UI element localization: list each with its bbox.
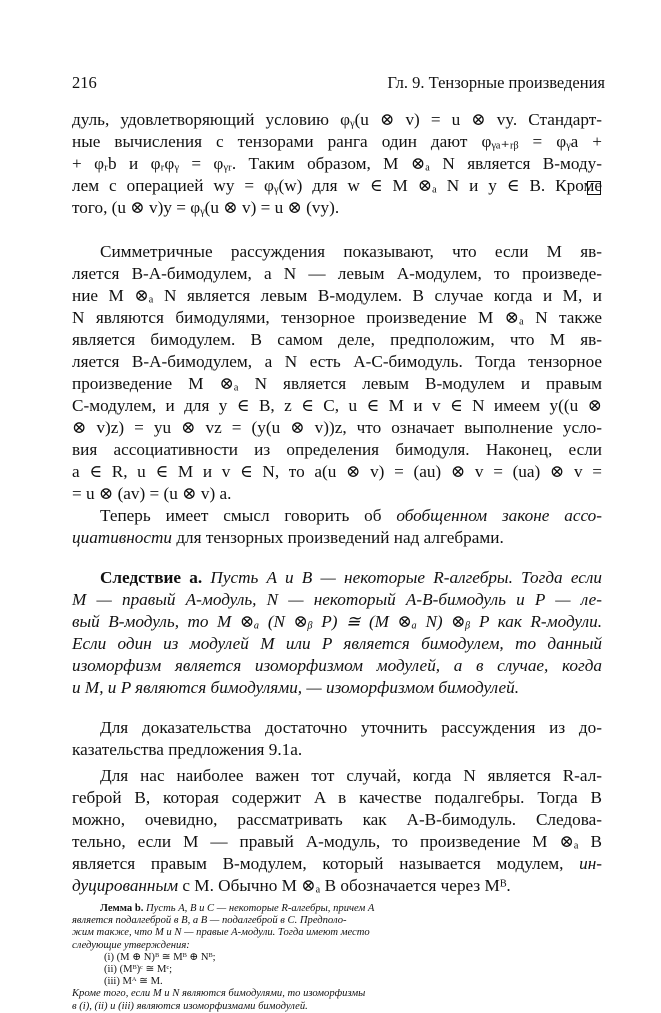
text-line: ляется B-A-бимодулем, а N — левым A-модулем, то произведе- — [72, 264, 602, 283]
text-line: изоморфизм является изоморфизмом модулей, а в случае, когда — [72, 656, 602, 675]
text-line: = u ⊗ (av) = (u ⊗ v) a. — [72, 484, 232, 503]
lemma-item: (i) (M ⊕ N)ᴮ ≅ Mᴮ ⊕ Nᴮ; — [104, 951, 216, 963]
text-line: и M, и P являются бимодулями, — изоморфизмом бимодулей. — [72, 678, 520, 697]
text-line: Для доказательства достаточно уточнить рассуждения из до- — [100, 718, 602, 737]
text-line: следующие утверждения: — [72, 939, 190, 951]
text-line: казательства предложения 9.1a. — [72, 740, 303, 759]
text-run: Пусть A и B — некоторые R-алгебры. Тогда если — [202, 568, 602, 587]
page-number: 216 — [72, 73, 97, 92]
page-header — [72, 72, 605, 94]
text-line: в (i), (ii) и (iii) являются изоморфизмами бимодулей. — [72, 1000, 308, 1012]
text-line: N являются бимодулями, тензорное произведение M ⊗ₐ N также — [72, 308, 602, 327]
emphasis-term: дуцированным — [72, 876, 179, 895]
text-line: геброй B, которая содержит A в качестве подалгебры. Тогда B — [72, 788, 602, 807]
emphasis-term: ин- — [579, 854, 602, 873]
text-line: a ∈ R, u ∈ M и v ∈ N, то a(u ⊗ v) = (au) ⊗ v = (ua) ⊗ v = — [72, 462, 602, 481]
text-line — [72, 853, 602, 875]
text-line: является бимодулем. В самом деле, предположим, что M яв- — [72, 330, 602, 349]
text-line: является подалгеброй в B, а B — подалгеброй в C. Предполо- — [72, 915, 347, 927]
text-line: дуль, удовлетворяющий условию φᵧ(u ⊗ v) = u ⊗ vy. Стандарт- — [72, 110, 602, 129]
text-line: вый B-модуль, то M ⊗ₐ (N ⊗ᵦ P) ≅ (M ⊗ₐ N) ⊗ᵦ P как R-модули. — [72, 612, 602, 631]
lemma-heading-line — [100, 903, 602, 915]
lemma-label: Лемма b. — [100, 903, 144, 914]
text-line — [72, 875, 602, 897]
text-line: ние M ⊗ₐ N является левым B-модулем. В случае когда и M, и — [72, 286, 602, 305]
text-line: ные вычисления с тензорами ранга один дают φᵧₐ₊ᵣᵦ = φᵧa + — [72, 132, 602, 151]
text-line: Кроме того, если M и N являются бимодулями, то изоморфизмы — [72, 988, 366, 1000]
running-title: Гл. 9. Тензорные произведения — [387, 73, 605, 92]
text-line: жим также, что M и N — правые A-модули. Тогда имеют место — [72, 927, 370, 939]
text-run: Пусть A, B и C — некоторые R-алгебры, причем A — [143, 903, 375, 914]
emphasis-term: обобщенном законе ассо- — [396, 506, 602, 525]
text-line: лем с операцией wy = φᵧ(w) для w ∈ M ⊗ₐ N и y ∈ B. Кроме — [72, 176, 602, 195]
text-line: тельно, если M — правый A-модуль, то произведение M ⊗ₐ B — [72, 832, 602, 851]
text-line: Для нас наиболее важен тот случай, когда N является R-ал- — [100, 766, 602, 785]
text-line: M — правый A-модуль, N — некоторый A-B-бимодуль и P — ле- — [72, 590, 602, 609]
corollary-label: Следствие a. — [100, 568, 203, 587]
text-line: Симметричные рассуждения показывают, что если M яв- — [100, 242, 602, 261]
emphasis-term: циативности — [72, 528, 173, 547]
text-line: вия ассоциативности из определения бимодуля. Наконец, если — [72, 440, 602, 459]
text-line: ⊗ v)z) = yu ⊗ vz = (y(u ⊗ v))z, что означает выполнение усло- — [72, 418, 602, 437]
text-run: для тензорных произведений над алгебрами. — [172, 528, 504, 547]
text-line: ляется B-A-бимодулем, а N есть A-C-бимодуль. Тогда тензорное — [72, 352, 602, 371]
text-line: + φᵣb и φᵣφᵧ = φᵧᵣ. Таким образом, M ⊗ₐ N является B-моду- — [72, 154, 602, 173]
text-run: Теперь имеет смысл говорить об — [100, 506, 397, 525]
end-of-proof-icon — [587, 181, 601, 195]
text-line — [100, 505, 602, 527]
text-line: произведение M ⊗ₐ N является левым B-модулем и правым — [72, 374, 602, 393]
text-line: C-модулем, и для y ∈ B, z ∈ C, u ∈ M и v ∈ N имеем y((u ⊗ — [72, 396, 602, 415]
lemma-item: (ii) (Mᴮ)ᶜ ≅ Mᶜ; — [104, 964, 173, 975]
corollary-heading-line — [100, 567, 602, 589]
text-line — [72, 527, 602, 549]
text-line: можно, очевидно, рассматривать как A-B-бимодуль. Следова- — [72, 810, 602, 829]
text-run: является правым B-модулем, который называется модулем, — [72, 854, 580, 873]
lemma-item: (iii) Mᴬ ≅ M. — [104, 976, 163, 988]
text-run: с M. Обычно M ⊗ₐ B обозначается через Mᴮ. — [178, 876, 511, 895]
text-line: того, (u ⊗ v)y = φᵧ(u ⊗ v) = u ⊗ (vy). — [72, 198, 340, 217]
text-line: Если один из модулей M или P является бимодулем, то данный — [72, 634, 602, 653]
